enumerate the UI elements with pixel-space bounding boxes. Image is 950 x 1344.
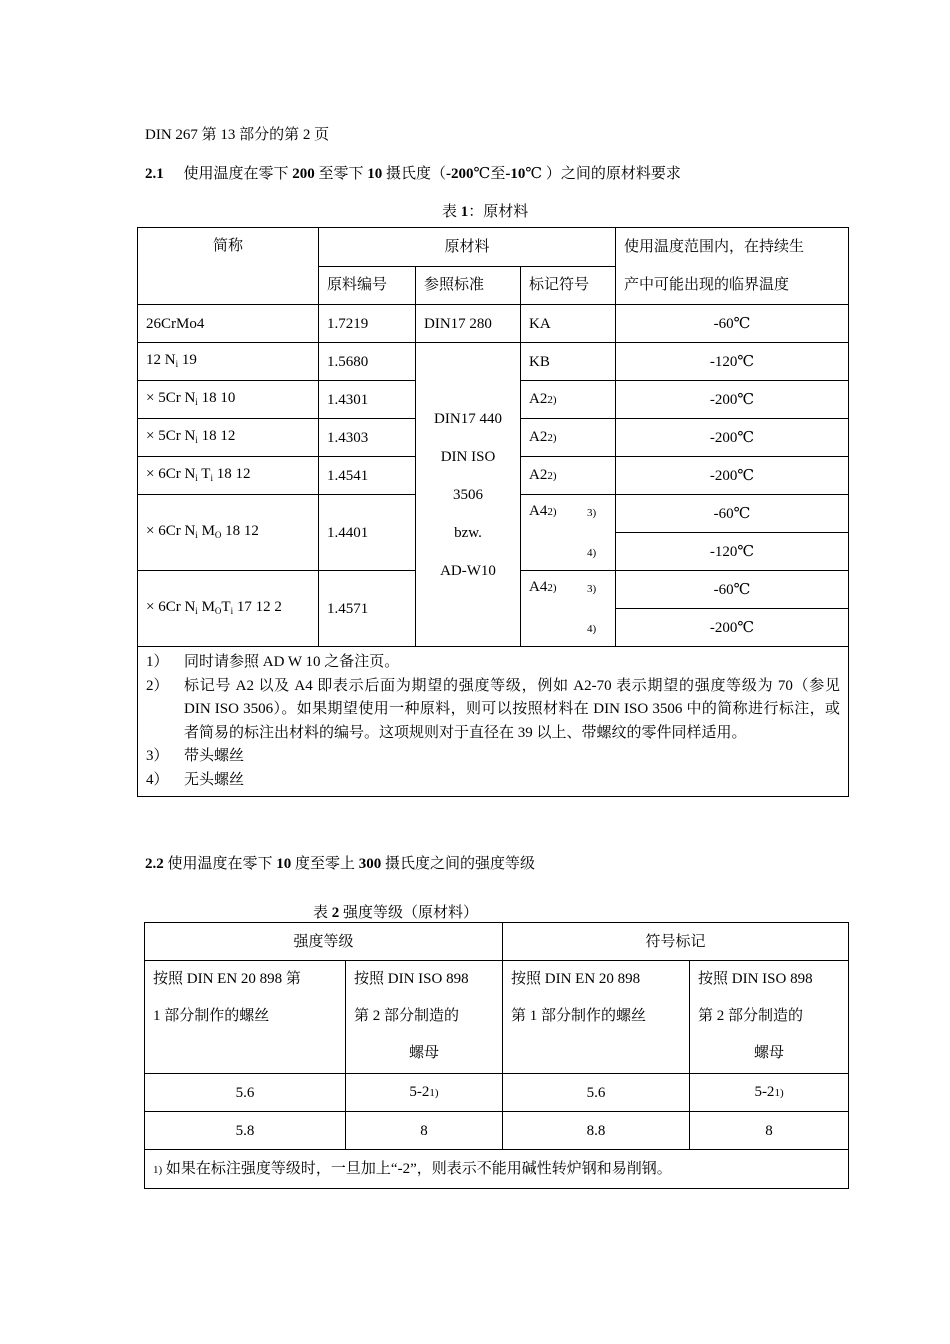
header-symbol-marking: 符号标记	[503, 923, 849, 961]
table-row: 5.6 5-21) 5.6 5-21)	[145, 1074, 849, 1112]
header-material: 原材料	[319, 228, 616, 267]
section-2-2-heading: 2.2 使用温度在零下 10 度至零上 300 摄氏度之间的强度等级	[145, 856, 536, 872]
col-header-nuts-iso: 按照 DIN ISO 898 第 2 部分制造的 螺母	[346, 961, 503, 1074]
header-short-name: 简称	[138, 228, 319, 305]
section-number: 2.1	[145, 166, 164, 182]
section-number: 2.2	[145, 856, 164, 872]
page-header: DIN 267 第 13 部分的第 2 页	[145, 127, 330, 143]
table-2-note: 1) 如果在标注强度等级时，一旦加上“-2”，则表示不能用碱性转炉钢和易削钢。	[145, 1150, 849, 1189]
header-marking-symbol: 标记符号	[521, 266, 616, 305]
table-row: × 6Cr $N_i$ $M_OT_i$ 17 12 2 1.4571 A42) 3) 4) -60℃	[138, 571, 849, 609]
list-item: 3） 带头螺丝	[146, 748, 245, 764]
table-row: 26CrMo4 1.7219 DIN17 280 KA -60℃	[138, 305, 849, 343]
table-1-caption: 表 1：原材料	[442, 204, 529, 220]
reference-standard-group: DIN17 440 DIN ISO 3506 bzw. AD-W10	[416, 343, 521, 647]
table-row: × 5Cr $N_i$ 18 10 1.4301 A22) -200℃	[138, 381, 849, 419]
col-header-bolts-en: 按照 DIN EN 20 898 第 1 部分制作的螺丝	[145, 961, 346, 1074]
table-2-strength-grades	[144, 922, 849, 1189]
header-critical-temp: 使用温度范围内，在持续生 产中可能出现的临界温度	[616, 228, 849, 305]
table-row: × 6Cr $N_i$ $T_i$ 18 12 1.4541 A22) -200℃	[138, 457, 849, 495]
table-row: 5.8 8 8.8 8	[145, 1112, 849, 1150]
header-strength-grade: 强度等级	[145, 923, 503, 961]
table-row: -200℃	[138, 609, 849, 647]
table-row: × 6Cr $N_i$ $M_O$ 18 12 1.4401 A42) 3) 4) -60℃	[138, 495, 849, 533]
col-header-bolts-en-2: 按照 DIN EN 20 898 第 1 部分制作的螺丝	[503, 961, 690, 1074]
table-1-materials	[137, 227, 849, 797]
list-item: 4） 无头螺丝	[146, 771, 245, 788]
col-header-nuts-iso-2: 按照 DIN ISO 898 第 2 部分制造的 螺母	[690, 961, 849, 1074]
header-material-number: 原料编号	[319, 266, 416, 305]
table-row: -120℃	[138, 533, 849, 571]
list-item: 2） 标记号 A2 以及 A4 即表示后面为期望的强度等级，例如 A2-70 表示期望的强度等级为 70（参见 DIN ISO 3506）。如果期望使用一种原料，则可以按照材料在 DIN ISO 3506 中的简称进行标注，或者简易的标注出材料的编号。这项规则对于直径在 39 以上、带螺纹的零件同样适用。	[146, 677, 840, 741]
section-2-1-heading: 2.1 使用温度在零下 200 至零下 10 摄氏度（-200℃至-10℃ ）之间的原材料要求	[145, 166, 681, 182]
table-1-notes	[138, 647, 849, 797]
table-2-caption: 表 2 强度等级（原材料）	[313, 905, 479, 921]
header-reference-standard: 参照标准	[416, 266, 521, 305]
table-row: 12 $N_i$ 19 1.5680 DIN17 440 DIN ISO 3506 bzw. AD-W10 KB -120℃	[138, 343, 849, 381]
list-item: 1） 同时请参照 AD W 10 之备注页。	[146, 654, 400, 670]
table-row: × 5Cr $N_i$ 18 12 1.4303 A22) -200℃	[138, 419, 849, 457]
